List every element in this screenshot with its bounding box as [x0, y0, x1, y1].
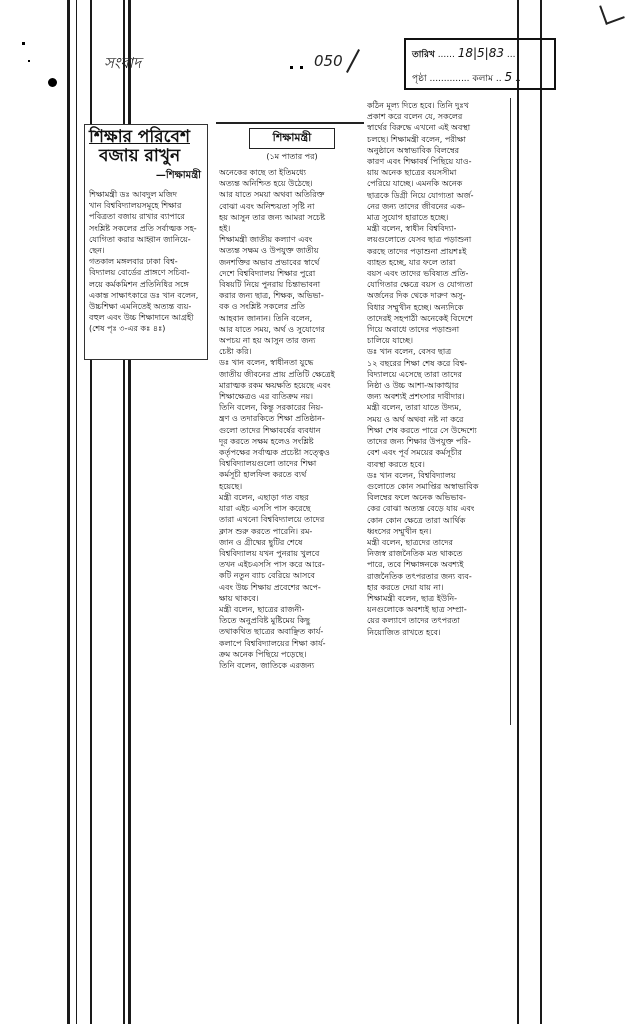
article-text-line: শিক্ষাক্ষেত্রও এর ব্যতিক্রম নয়। — [219, 392, 313, 402]
stamp-dots: .. — [495, 74, 505, 84]
ink-speck — [290, 66, 293, 69]
article-text-line: সংশ্লিষ্ট সকলের প্রতি সর্বাত্মক সহ- — [89, 223, 197, 233]
article-text-line: অত্যন্ত অনিশ্চিত হয়ে উঠেছে। — [219, 179, 313, 189]
clipping-body — [219, 167, 365, 671]
article-text-line: কর্তৃপক্ষের সর্বাত্মক প্রচেষ্টা সত্ত্বেও — [219, 448, 330, 458]
ink-speck — [22, 42, 25, 45]
article-text-line: মন্ত্রী বলেন, স্বাধীন বিশ্ববিদ্যা- — [367, 224, 457, 234]
stamp-dots: .............. — [429, 74, 473, 84]
article-text-line: বিদ্যালয় বোর্ডের প্রাঙ্গণে সচিবা- — [89, 268, 190, 278]
scan-line — [517, 0, 519, 1024]
article-text-line: কলাপে বিশ্ববিদ্যালয়ের শিক্ষা কার্য- — [219, 638, 326, 648]
stamp-column-label: কলাম — [472, 74, 494, 84]
ink-speck — [300, 66, 303, 69]
article-text-line: অনেকের কাছে তা ইতিমধ্যে — [219, 168, 306, 177]
article-text-line: তিনি বলেন, জাতিকে এরজন্য — [219, 660, 315, 670]
article-text-line: তারা এখনো বিশ্ববিদ্যালয়ে তাদের — [219, 515, 325, 525]
article-text-line: বিদ্যালয়ে এসেছে তারা তাদের — [367, 369, 462, 379]
article-text-line: যোগিতা করার আহ্বান জানিয়ে- — [89, 234, 191, 244]
article-text-line: বয়স এবং তাদের ভবিষ্যত প্রতি- — [367, 269, 469, 279]
article-text-line: নের জন্য তাদের জীবনের এক- — [367, 201, 465, 211]
stamp-dots: ...... — [437, 50, 458, 60]
article-text-line: আর যাতে সময়, অর্থ ও সুযোগের — [219, 324, 325, 334]
ink-speck — [28, 60, 30, 62]
article-text-line: য়নগুলোকে অবশ্যই ছাত্র সম্প্রা- — [367, 605, 467, 615]
corner-fold-mark — [599, 0, 625, 25]
article-text-line: শিক্ষামন্ত্রী বলেন, ছাত্র ইউনি- — [367, 593, 458, 603]
article-text-line: নিজস্ব রাজনৈতিক মত থাকতে — [367, 549, 463, 559]
article-text-line: যোগিতার ক্ষেত্রে বয়স ও যোগ্যতা — [367, 280, 473, 290]
article-text-line: বেশ এবং পূর্ব সময়ের কর্মসূচীর — [367, 448, 462, 458]
article-text-line: লয়গুলোতে যেসব ছাত্র পড়াশুনা — [367, 235, 472, 245]
article-text-line: গুলোতে কোন সমাপ্তির অস্বাভাবিক — [367, 481, 479, 491]
article-text-line: জান ও গ্রীষ্মের ছুটির শেষে — [219, 537, 303, 547]
article-text-line: অর্জনের দিক থেকে দারুণ অসু- — [367, 291, 466, 301]
article-text-line: আহবান জানান। তিনি বলেন, — [219, 313, 313, 323]
article-text-line: তথাকথিত ছাত্রের অবাঞ্ছিত কার্য- — [219, 627, 324, 637]
article-text-line: বিশ্ববিদ্যালয়গুলো তাদের শিক্ষা — [219, 459, 317, 469]
article-text-line: সময় ও অর্থ অথবা নষ্ট না করে — [367, 414, 464, 424]
article-text-line: রাজনৈতিক তৎপরতার জন্য ব্যব- — [367, 571, 472, 581]
article-text-line: হই। — [219, 224, 231, 234]
article-text-line: একান্ত সাক্ষাৎকারে ডঃ খান বলেন, — [89, 290, 199, 300]
ink-speck — [48, 78, 57, 87]
scan-line — [540, 0, 542, 1024]
article-text-line: যারা এইচ এসসি পাস করেছে — [219, 504, 311, 514]
article-text-line: শিক্ষা শেষ করতে পারে সে উদ্দেশ্যে — [367, 425, 477, 435]
article-text-line: য়ের কল্যাণে তাদের তৎপরতা — [367, 616, 460, 626]
article-text-line: চলছে। শিক্ষামন্ত্রী বলেন, পরীক্ষা — [367, 134, 466, 144]
clipping-headline-article — [84, 124, 208, 360]
article-text-line: কঠিন মূল্য দিতে হবে। তিনি দুঃখ — [367, 101, 469, 110]
handwritten-number: 050 — [314, 52, 343, 70]
article-text-line: তাদের জন্য শিক্ষার উপযুক্ত পরি- — [367, 437, 471, 447]
article-text-line: ক্ষায় থাকবে। — [219, 593, 259, 603]
clipping-body — [367, 100, 507, 638]
article-text-line: কটি নতুন ব্যাচ বেরিয়ে আসবে — [219, 571, 315, 581]
article-text-line: বক ও সংশ্লিষ্ট সকলের প্রতি — [219, 302, 305, 312]
article-text-line: অত্যন্ত সক্ষম ও উপযুক্ত জাতীয় — [219, 246, 319, 256]
article-text-line: ব্যবস্থা করতে হবে। — [367, 459, 425, 469]
clipping-continuation-column-1 — [216, 122, 368, 733]
article-text-line: তিতে অনুপ্রবিষ্ট মুষ্টিমেয় কিছু — [219, 616, 310, 626]
stamp-date-label: তারিখ — [412, 50, 435, 60]
article-text-line: বিলম্বের ফলে অনেক অভিভাব- — [367, 493, 466, 503]
article-text-line: মন্ত্রী বলেন, ছাত্রের রাজনী- — [219, 604, 305, 614]
article-text-line: গিয়ে অবাধে তাদের পড়াশুনা — [367, 325, 460, 335]
article-text-line: পবিত্রতা বজায় রাখার ব্যাপারে — [89, 212, 185, 222]
article-text-line: এবং উচ্চ শিক্ষায় প্রবেশের অপে- — [219, 582, 321, 592]
article-text-line: মন্ত্রী বলেন, এছাড়া গত বছর — [219, 492, 309, 502]
clipping-body — [89, 189, 203, 335]
article-text-line: নিয়োজিত রাখতে হবে। — [367, 627, 441, 637]
article-text-line: জাতীয় জীবনের প্রায় প্রতিটি ক্ষেত্রেই — [219, 369, 335, 379]
article-text-line: পারে, তবে শিক্ষাঙ্গনকে অবশ্যই — [367, 560, 464, 570]
stamp-date-value: 18|5|83 — [457, 46, 504, 60]
article-text-line: অনুষ্ঠানে অস্বাভাবিক বিলম্বের — [367, 145, 460, 155]
handwritten-newspaper-name: সংবাদ — [104, 54, 141, 72]
article-text-line: (শেষ পৃঃ ৩-এর কঃ ৪ঃ) — [89, 324, 166, 334]
continuation-subheading: (১ম পাতার পর) — [266, 152, 318, 161]
article-text-line: দেশে বিশ্ববিদ্যালয় শিক্ষার পুরো — [219, 268, 316, 278]
date-stamp — [404, 38, 556, 90]
stamp-page-label: পৃষ্ঠা — [412, 74, 427, 84]
article-text-line: চেষ্টা করি। — [219, 347, 252, 357]
continuation-heading: শিক্ষামন্ত্রী — [249, 128, 335, 149]
article-text-line: প্রকাশ করে বলেন যে, সকলের — [367, 112, 463, 122]
article-text-line: জনশক্তির অভাব প্রভাবের স্বার্থে — [219, 257, 320, 267]
article-text-line: নিষ্ঠা ও উচ্চ আশা-আকাঙ্খার — [367, 381, 459, 391]
article-text-line: তিনি বলেন, কিন্তু সরকারের নিয়- — [219, 403, 324, 413]
scan-line — [76, 0, 77, 1024]
scan-line — [67, 0, 70, 1024]
article-text-line: ছাত্রকে ডিগ্রী নিয়ে যোগ্যতা অর্জ- — [367, 190, 474, 200]
article-text-line: চালিয়ে যাচ্ছে। — [367, 336, 413, 346]
article-text-line: জন্য অবশ্যই প্রশংসার দাবীদার। — [367, 392, 465, 402]
stamp-dots: ... — [506, 50, 516, 60]
article-text-line: মাত্র সুযোগ হারাতে হচ্ছে। — [367, 213, 449, 223]
article-text-line: ধ্বংসের সম্মুখীন হন। — [367, 526, 432, 536]
clipping-byline: —শিক্ষামন্ত্রী — [155, 170, 201, 181]
article-text-line: গতকাল মঙ্গলবার ঢাকা বিশ্ব- — [89, 257, 178, 267]
article-text-line: বিশ্ববিদ্যালয় যখন পুনরায় খুলবে — [219, 548, 320, 558]
article-text-line: কের বোঝা অত্যন্ত বেড়ে যায় এবং — [367, 504, 475, 514]
article-text-line: গুলো তাদের শিক্ষাবর্ষের ব্যবধান — [219, 425, 321, 435]
article-text-line: কারণ এবং শিক্ষাবর্ষ পিছিয়ে যাও- — [367, 157, 472, 167]
article-text-line: স্বার্থের বিরুদ্ধে এখনো এই অবস্থা — [367, 123, 471, 133]
article-text-line: দূর করতে সক্ষম হলেও সংশ্লিষ্ট — [219, 436, 314, 446]
article-text-line: বোঝা এবং অনিশ্চয়তা সৃষ্টি না — [219, 201, 315, 211]
article-text-line: মারাত্মক রকম ক্ষয়ক্ষতি হয়েছে এবং — [219, 380, 331, 390]
article-text-line: পেরিয়ে যাচ্ছে। এমনকি অনেক — [367, 179, 463, 189]
article-text-line: ন্ত্রণ ও তদারকিতে শিক্ষা প্রতিষ্ঠান- — [219, 414, 325, 424]
article-text-line: ক্লাস শুরু করতে পারেনি। রম- — [219, 526, 313, 536]
article-text-line: করছে তাদের পড়াশুনা প্রায়শঃই — [367, 246, 467, 256]
article-text-line: তখন এইচএসসি পাস করে আরে- — [219, 560, 325, 570]
article-text-line: ক্রম অনেক পিছিয়ে পড়েছে। — [219, 649, 307, 659]
article-text-line: উচ্চশিক্ষা এমনিতেই অত্যন্ত ব্যয়- — [89, 302, 192, 312]
article-text-line: বহুল এবং উচ্চ শিক্ষাদানে আগ্রহী — [89, 313, 194, 323]
article-text-line: হয় আসুন তার জন্য আমরা সচেষ্ট — [219, 212, 326, 222]
article-text-line: তাদেরই সহপাঠী অনেকেই বিদেশে — [367, 313, 473, 323]
clipping-continuation-column-2 — [364, 98, 511, 725]
article-text-line: অপচয় না হয় আসুন তার জন্য — [219, 336, 316, 346]
article-text-line: ডঃ খান বলেন, স্বাধীনতা যুদ্ধে — [219, 358, 314, 368]
article-text-line: কোন কোন ক্ষেত্রে তারা আর্থিক — [367, 515, 466, 525]
stamp-column-value: 5 — [504, 70, 513, 84]
article-text-line: মন্ত্রী বলেন, তারা যাতে উদ্যম, — [367, 403, 462, 413]
article-text-line: ১২ বছরের শিক্ষা শেষ করে বিশ্ব- — [367, 358, 468, 368]
stamp-dots: .. — [515, 74, 521, 84]
article-text-line: হয়েছে। — [219, 481, 243, 491]
article-text-line: ছেন। — [89, 246, 105, 256]
handwritten-slash — [346, 49, 360, 73]
clipping-headline-line-2: বজায় রাখুন — [99, 146, 181, 166]
article-text-line: ব্যাহত হচ্ছে, যার ফলে তারা — [367, 257, 456, 267]
article-text-line: ডঃ খান বলেন, বেসব ছাত্র — [367, 347, 452, 357]
article-text-line: মন্ত্রী বলেন, ছাত্রদের তাদের — [367, 537, 453, 547]
article-text-line: আর যাতে সময়া অথবা অতিরিক্ত — [219, 190, 325, 200]
article-text-line: বিষয়টি নিয়ে পুনরায় চিন্তাভাবনা — [219, 280, 321, 290]
article-text-line: করার জন্য ছাত্র, শিক্ষক, অভিভা- — [219, 291, 324, 301]
article-text-line: খান বিশ্ববিদ্যালয়সমূহে শিক্ষার — [89, 201, 182, 211]
article-text-line: ডঃ খান বলেন, বিশ্ববিদ্যালয় — [367, 470, 456, 480]
clipping-headline-line-1: শিক্ষার পরিবেশ — [89, 127, 190, 147]
article-text-line: শিক্ষামন্ত্রী ডঃ আবদুল মজিদ — [89, 190, 177, 199]
article-text-line: য়ায় অনেক ছাত্রের বয়সসীমা — [367, 168, 457, 178]
article-text-line: কর্মসূচী হালফিল করতে ব্যর্থ — [219, 470, 307, 480]
article-text-line: হার করতে দেয়া যায় না। — [367, 582, 444, 592]
article-text-line: শিক্ষামন্ত্রী জাতীয় কল্যাণ এবং — [219, 235, 313, 245]
article-text-line: বিধার সম্মুখীন হচ্ছে। অন্যদিকে — [367, 302, 464, 312]
article-text-line: লয়ে কর্মকমিশন প্রতিনিধির সঙ্গে — [89, 279, 189, 289]
